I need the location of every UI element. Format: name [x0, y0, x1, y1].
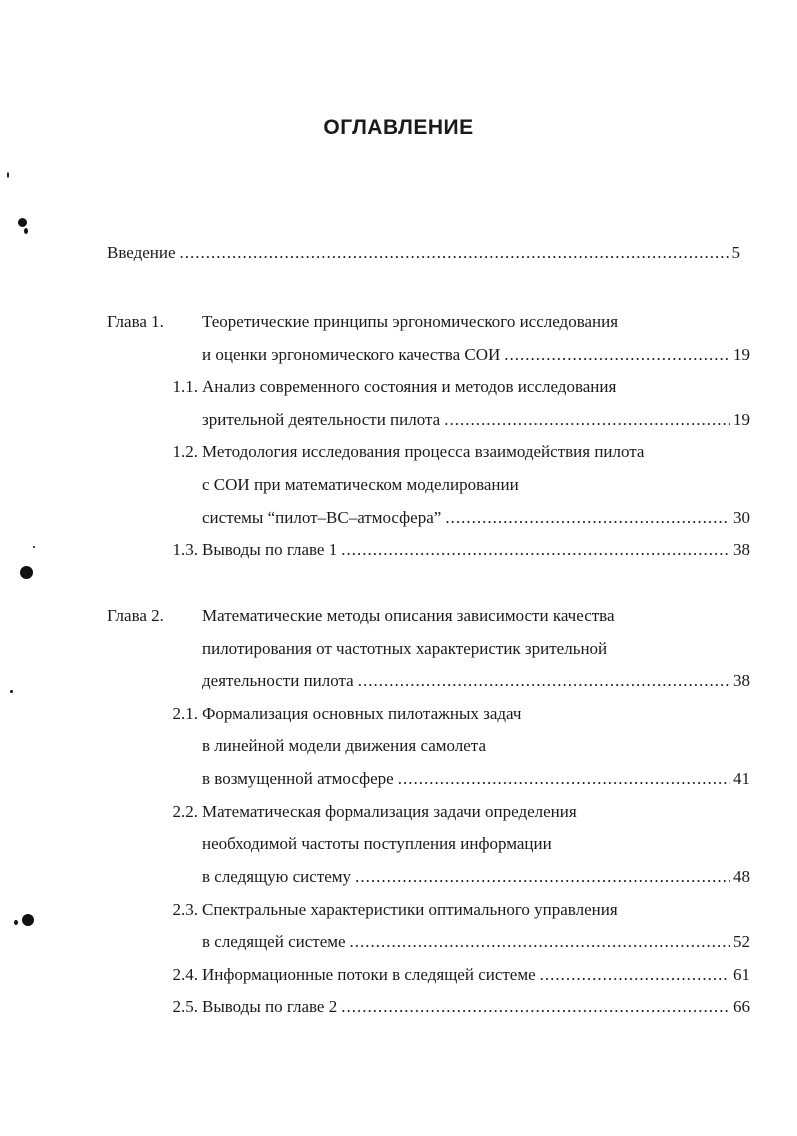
toc-page-number: 41 [733, 769, 750, 788]
toc-entry-2-1[interactable] [202, 766, 750, 792]
scan-speck [14, 920, 18, 925]
toc-entry-text: Выводы по главе 1 [202, 540, 338, 559]
toc-page-number: 52 [733, 932, 750, 951]
toc-entry-chapter2[interactable] [202, 668, 750, 694]
toc-leader-dots [504, 342, 730, 368]
toc-entry-2-5[interactable] [202, 994, 750, 1020]
toc-entry-text: Выводы по главе 2 [202, 997, 338, 1016]
section-number: 1.2. [172, 442, 198, 461]
toc-entry-text: зрительной деятельности пилота [202, 410, 441, 429]
section-number: 2.3. [172, 900, 198, 919]
toc-entry-text: в следящей системе [202, 932, 346, 951]
toc-leader-dots [180, 240, 729, 266]
scan-speck [7, 172, 9, 178]
section-number: 2.5. [172, 997, 198, 1016]
section-number: 1.1. [172, 377, 198, 396]
toc-leader-dots [350, 929, 730, 955]
section-number: 2.1. [172, 704, 198, 723]
toc-leader-dots [341, 537, 730, 563]
page-title: ОГЛАВЛЕНИЕ [323, 116, 474, 139]
toc-page-number: 38 [733, 540, 750, 559]
toc-leader-dots [358, 668, 730, 694]
toc-page-number: 38 [733, 671, 750, 690]
toc-entry-1-1-line1[interactable]: Анализ современного состояния и методов исследования [202, 377, 617, 396]
toc-entry-2-2-line1[interactable]: Математическая формализация задачи определения [202, 802, 577, 821]
toc-entry-text: в следящую систему [202, 867, 352, 886]
toc-entry-1-2[interactable] [202, 505, 750, 531]
section-number: 2.2. [172, 802, 198, 821]
toc-page-number: 48 [733, 867, 750, 886]
toc-leader-dots [398, 766, 730, 792]
toc-entry-2-3-line1[interactable]: Спектральные характеристики оптимального управления [202, 900, 618, 919]
chapter-label: Глава 1. [107, 312, 164, 331]
toc-entry-2-1-line1[interactable]: Формализация основных пилотажных задач [202, 704, 522, 723]
toc-entry-chapter1-line1[interactable]: Теоретические принципы эргономического исследования [202, 312, 619, 331]
toc-leader-dots [341, 994, 730, 1020]
scan-speck [33, 546, 35, 548]
toc-entry-1-2-line2[interactable]: с СОИ при математическом моделировании [202, 475, 519, 494]
toc-entry-text: в возмущенной атмосфере [202, 769, 394, 788]
toc-entry-2-4[interactable] [202, 962, 750, 988]
toc-entry-1-3[interactable] [202, 537, 750, 563]
toc-page-number: 5 [731, 243, 740, 262]
scan-speck [20, 566, 33, 579]
toc-page-number: 61 [733, 965, 750, 984]
toc-entry-text: Введение [107, 243, 176, 262]
toc-page-number: 30 [733, 508, 750, 527]
toc-entry-2-2[interactable] [202, 864, 750, 890]
toc-leader-dots [355, 864, 730, 890]
section-number: 2.4. [172, 965, 198, 984]
toc-entry-intro[interactable] [107, 240, 740, 266]
toc-leader-dots [444, 407, 730, 433]
toc-page-number: 66 [733, 997, 750, 1016]
scan-speck [18, 218, 27, 227]
toc-entry-text: деятельности пилота [202, 671, 354, 690]
toc-entry-text: и оценки эргономического качества СОИ [202, 345, 501, 364]
chapter-label: Глава 2. [107, 606, 164, 625]
toc-entry-1-2-line1[interactable]: Методология исследования процесса взаимодействия пилота [202, 442, 645, 461]
toc-entry-chapter2-line2[interactable]: пилотирования от частотных характеристик зрительной [202, 639, 608, 658]
toc-entry-2-3[interactable] [202, 929, 750, 955]
section-number: 1.3. [172, 540, 198, 559]
toc-page-number: 19 [733, 410, 750, 429]
toc-entry-chapter1[interactable] [202, 342, 750, 368]
toc-entry-text: системы “пилот–ВС–атмосфера” [202, 508, 442, 527]
toc-entry-2-1-line2[interactable]: в линейной модели движения самолета [202, 736, 486, 755]
toc-leader-dots [540, 962, 730, 988]
toc-entry-2-2-line2[interactable]: необходимой частоты поступления информации [202, 834, 552, 853]
scan-speck [10, 690, 13, 693]
toc-entry-1-1[interactable] [202, 407, 750, 433]
toc-leader-dots [445, 505, 730, 531]
scan-speck [24, 228, 28, 234]
scan-speck [22, 914, 34, 926]
toc-entry-chapter2-line1[interactable]: Математические методы описания зависимости качества [202, 606, 615, 625]
toc-entry-text: Информационные потоки в следящей системе [202, 965, 536, 984]
toc-page-number: 19 [733, 345, 750, 364]
